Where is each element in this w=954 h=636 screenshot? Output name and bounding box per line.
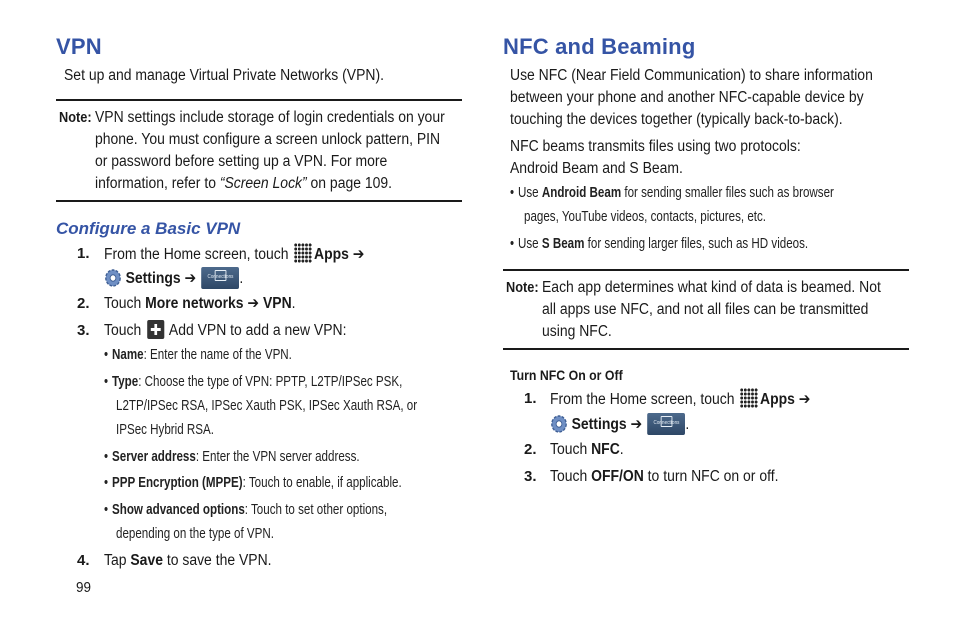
note-line: all apps use NFC, and not all files can be transmitted [542,301,869,318]
bullet-text: L2TP/IPSec RSA, IPSec Xauth PSK, IPSec Xauth RSA, or [116,398,418,414]
connections-icon-label: Connections [207,274,234,280]
bullet-text: Use [518,236,542,252]
screen-lock-link[interactable]: “Screen Lock” [219,175,307,192]
bullet-label: Show advanced options [112,502,245,518]
step-text [550,388,810,411]
step-text-part: Touch [550,468,592,485]
connections-icon [202,267,240,289]
settings-label: Settings ➔ [125,270,197,287]
add-plus-icon [147,320,164,339]
bullet-label: Type [112,374,139,390]
step-text-part: Touch [550,441,592,458]
apps-label: Apps ➔ [760,391,811,408]
step-text [104,243,364,266]
vpn-note [56,99,462,202]
step-text-part: . [685,416,690,433]
bullet-text: Use [518,185,542,201]
note-line: using NFC. [542,323,612,340]
nfc-paragraph-line: Android Beam and S Beam. [510,160,683,177]
bullet-text: : Enter the VPN server address. [195,449,360,465]
step-text-part: From the Home screen, touch [104,246,293,263]
bullet-label: Server address [112,449,196,465]
bullet-item: • Show advanced options: Touch to set other options, [104,502,388,518]
step-number: 3. [524,468,537,485]
bullet-text: depending on the type of VPN. [116,526,275,542]
settings-gear-icon [104,268,122,288]
step-number: 1. [524,390,537,407]
step-text-part: . [239,270,244,287]
nfc-note [503,269,909,350]
note-text: information, refer to [95,175,220,192]
bullet-item: • Name: Enter the name of the VPN. [104,347,292,363]
bullet-item: • Use Android Beam for sending smaller files such as browser [510,185,834,201]
step-text [104,267,243,290]
bullet-label: Android Beam [541,185,622,201]
bullet-text: : Enter the name of the VPN. [143,347,292,363]
note-text: on page 109. [306,175,392,192]
page-number: 99 [76,579,92,596]
step-text [104,550,272,572]
bullet-item: • PPP Encryption (MPPE): Touch to enable, if applicable. [104,475,402,491]
note-line: or password before setting up a VPN. For more [95,153,388,170]
off-on-label: OFF/ON [591,468,644,485]
turn-nfc-heading: Turn NFC On or Off [510,367,623,383]
step-number: 2. [77,295,90,312]
step-text-part: Add VPN to add a new VPN: [165,322,347,339]
save-label: Save [130,552,163,569]
bullet-text: for sending larger files, such as HD videos. [584,236,809,252]
apps-grid-icon [294,243,312,263]
apps-label: Apps ➔ [314,246,365,263]
step-text-part: . [619,441,624,458]
nfc-paragraph-line: Use NFC (Near Field Communication) to share information [510,67,873,84]
nfc-paragraph-line: NFC beams transmits files using two protocols: [510,138,801,155]
step-text [550,466,778,488]
configure-vpn-heading: Configure a Basic VPN [56,219,241,238]
apps-grid-icon [740,388,758,408]
note-line: phone. You must configure a screen unlock pattern, PIN [95,131,441,148]
vpn-heading: VPN [56,34,102,59]
settings-label: Settings ➔ [571,416,643,433]
nfc-paragraph-line: between your phone and another NFC-capable device by [510,89,864,106]
vpn-intro: Set up and manage Virtual Private Networks (VPN). [64,67,384,84]
step-text-part: Touch [104,295,146,312]
settings-gear-icon [550,414,568,434]
nfc-paragraph-line: touching the devices together (typically back-to-back). [510,111,843,128]
step-text-part: to turn NFC on or off. [643,468,779,485]
step-text [550,439,624,461]
bullet-text: : Choose the type of VPN: PPTP, L2TP/IPSec PSK, [138,374,403,390]
step-text-part: to save the VPN. [162,552,272,569]
note-label: Note: [506,279,539,296]
connections-icon-label: Connections [653,420,680,426]
step-number: 4. [77,552,90,569]
bullet-item: • Type: Choose the type of VPN: PPTP, L2TP/IPSec PSK, [104,374,403,390]
step-number: 2. [524,441,537,458]
step-text [104,293,296,315]
note-line: Each app determines what kind of data is beamed. Not [542,279,881,296]
connections-icon [648,413,686,435]
bullet-label: PPP Encryption (MPPE) [112,475,243,491]
bullet-label: Name [112,347,144,363]
bullet-item: • Server address: Enter the VPN server address. [104,449,360,465]
bullet-text: IPSec Hybrid RSA. [116,422,214,438]
note-line: VPN settings include storage of login credentials on your [95,109,445,126]
bullet-text: : Touch to enable, if applicable. [242,475,402,491]
bullet-text: for sending smaller files such as browser [621,185,834,201]
note-label: Note: [59,109,92,126]
step-number: 3. [77,322,90,339]
step-number: 1. [77,245,90,262]
step-text [104,320,346,342]
step-text-part: From the Home screen, touch [550,391,739,408]
bullet-text: pages, YouTube videos, contacts, pictures, etc. [524,209,767,225]
more-networks-vpn-label: More networks ➔ VPN [145,295,292,312]
nfc-label: NFC [591,441,620,458]
step-text-part: . [291,295,296,312]
bullet-label: S Beam [541,236,585,252]
bullet-text: : Touch to set other options, [244,502,388,518]
step-text-part: Touch [104,322,146,339]
note-line [95,173,392,195]
nfc-heading: NFC and Beaming [503,34,696,59]
step-text-part: Tap [104,552,131,569]
bullet-item: • Use S Beam for sending larger files, such as HD videos. [510,236,809,252]
step-text [550,413,689,436]
